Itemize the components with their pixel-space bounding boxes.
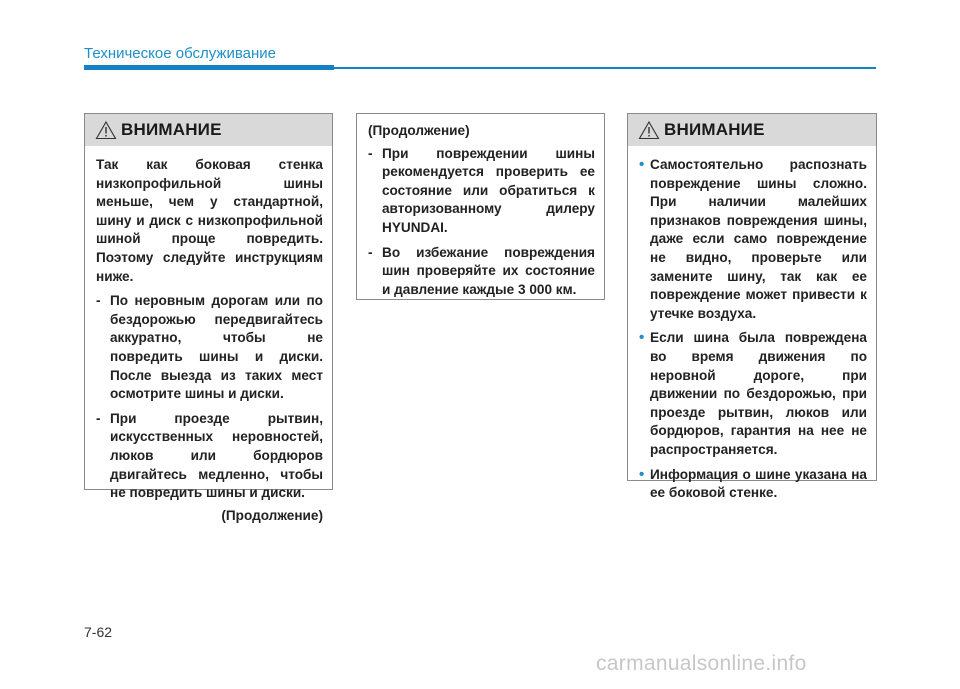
dash-marker: - [96,410,101,426]
list-item [368,145,595,238]
warning-box-left [84,113,333,523]
warning-box-right [627,113,877,501]
warning-box-header [85,114,332,146]
warning-heading: ВНИМАНИЕ [664,120,765,139]
warning-triangle-icon [95,120,117,140]
list-item [96,292,323,404]
header-rule-thin [334,67,876,69]
page-number: 7-62 [84,624,113,640]
continued-label: (Продолжение) [368,123,470,138]
warning-intro: Так как боковая стенка низкопрофильной шины меньше, чем у стандартной, шину и диск с низкопрофильной шиной проще повредить. Поэтому следуйте инструкциям ниже. [96,157,323,284]
list-item [639,156,867,323]
list-item-text: При проезде рытвин, искусственных неровностей, люков или бордюров двигайтесь медленно, чтобы не повредить шины и диски. [110,410,323,501]
bullet-dot-icon: • [639,329,645,347]
section-title: Техническое обслуживание [84,45,276,62]
warning-box-header [628,114,876,146]
dash-marker: - [368,244,373,260]
bullet-dot-icon: • [639,465,645,483]
dash-marker: - [96,293,101,309]
dash-marker: - [368,145,373,161]
list-item-text: Самостоятельно распознать повреждение шины сложно. При наличии малейших признаков повреждения шины, даже если само повреждение не видно, проверьте или замените шину, так как ее повреждение может привести к утечке воздуха. [650,157,867,321]
list-item-text: Информация о шине указана на ее боковой стенке. [650,466,867,501]
continuation-box [356,113,605,300]
watermark: carmanualsonline.info [596,652,807,675]
list-item-text: По неровным дорогам или по бездорожью передвигайтесь аккуратно, чтобы не повредить шины и диски. После выезда из таких мест осмотрите шины и диски. [110,293,323,402]
warning-triangle-icon [638,120,660,140]
list-item [96,410,323,503]
list-item [639,466,867,503]
list-item-text: При повреждении шины рекомендуется проверить ее состояние или обратиться к авторизованному дилеру HYUNDAI. [382,145,595,235]
list-item-text: Если шина была повреждена во время движения по неровной дороге, при движении по бездорожью, при проезде рытвин, люков или бордюров, гарантия на нее не распространяется. [650,330,867,457]
list-item [639,329,867,459]
warning-heading: ВНИМАНИЕ [121,120,222,139]
continued-label: (Продолжение) [221,507,323,523]
header-rule-thick [84,65,334,70]
list-item-text: Во избежание повреждения шин проверяйте их состояние и давление каждые 3 000 км. [382,244,595,297]
list-item [368,244,595,300]
bullet-dot-icon: • [639,156,645,173]
